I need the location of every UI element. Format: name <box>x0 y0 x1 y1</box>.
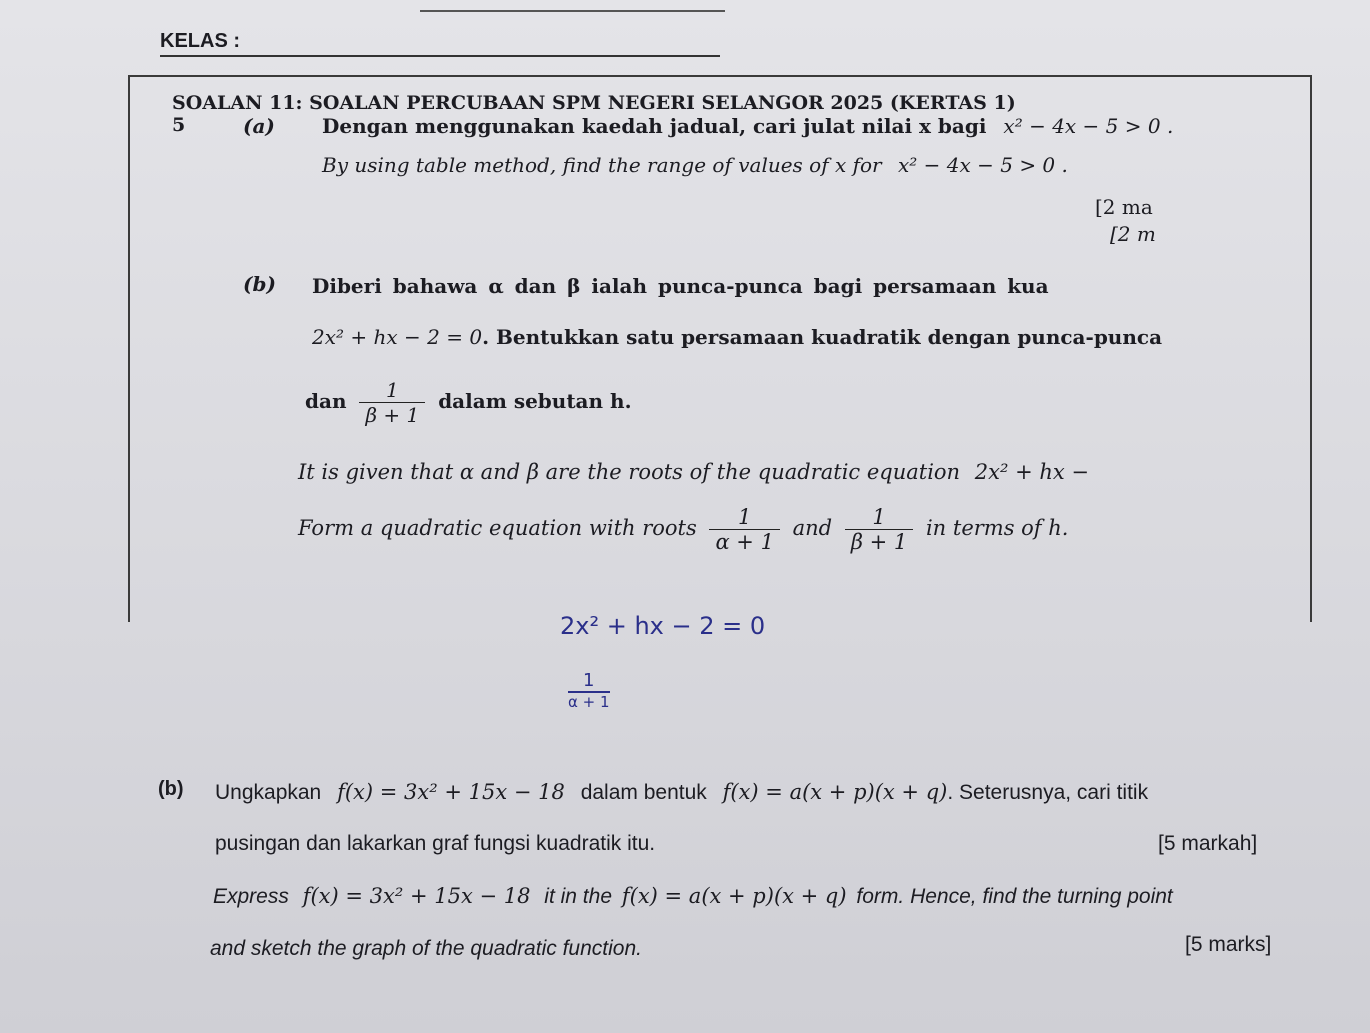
part-a-marks-english: [2 m <box>1110 222 1156 246</box>
fraction-denominator: β + 1 <box>365 403 420 427</box>
part-a-malay <box>322 114 1173 138</box>
part-b-malay-line1: Diberi bahawa α dan β ialah punca-punca bagi persamaan kua <box>312 274 1049 298</box>
part-a-english-expr: x² − 4x − 5 > 0 . <box>897 153 1068 177</box>
q2-english-mid: it in the <box>544 885 613 908</box>
part-b-english-line1-expr: 2x² + hx − <box>974 460 1089 484</box>
fraction-numerator: 1 <box>845 505 913 530</box>
fraction-numerator: 1 <box>359 378 425 403</box>
part-b-english-line2-pre: Form a quadratic equation with roots <box>298 516 697 540</box>
q2-malay-post: . Seterusnya, cari titik <box>947 781 1149 804</box>
handwritten-equation: 2x² + hx − 2 = 0 <box>560 612 766 640</box>
part-b-malay-line3-post: dalam sebutan h. <box>438 389 632 413</box>
part-b-malay-line3 <box>305 378 632 427</box>
q2-english-pre: Express <box>213 885 289 908</box>
handwritten-fraction-denominator: α + 1 <box>568 693 610 711</box>
question-number: 5 <box>172 114 186 136</box>
part-a-malay-expr: x² − 4x − 5 > 0 . <box>1003 114 1174 138</box>
fraction-alpha <box>709 505 780 554</box>
fraction-denominator: α + 1 <box>715 530 774 554</box>
fraction-beta <box>359 378 425 427</box>
q2-malay-line1 <box>215 780 1148 805</box>
fraction-numerator: 1 <box>709 505 780 530</box>
q2-malay-mid: dalam bentuk <box>580 781 707 804</box>
q2-english-line1 <box>213 884 1173 909</box>
part-a-malay-text: Dengan menggunakan kaedah jadual, cari julat nilai x bagi <box>322 114 987 138</box>
part-b-malay-line2 <box>312 325 1162 349</box>
q2-english-function: f(x) = 3x² + 15x − 18 <box>302 884 531 908</box>
q2-malay-line2: pusingan dan lakarkan graf fungsi kuadratik itu. <box>215 832 656 855</box>
kelas-underline <box>160 55 720 57</box>
part-b-english-and: and <box>792 516 833 540</box>
part-b-english-line1-text: It is given that α and β are the roots of the quadratic equation <box>298 460 961 484</box>
fraction-beta-english <box>845 505 913 554</box>
part-b-english-line2 <box>298 505 1068 554</box>
q2-function: f(x) = 3x² + 15x − 18 <box>337 780 565 804</box>
q2-malay-marks: [5 markah] <box>1158 832 1258 855</box>
part-a-marks-malay: [2 ma <box>1095 195 1153 219</box>
fraction-denominator: β + 1 <box>850 530 908 554</box>
part-b-dan: dan <box>305 389 347 413</box>
quadratic-equation: 2x² + hx − 2 = 0 <box>312 325 483 349</box>
part-a-label: (a) <box>243 114 275 138</box>
kelas-label: KELAS : <box>160 30 240 52</box>
part-b-malay-line2-text: . Bentukkan satu persamaan kuadratik dengan punca-punca <box>482 325 1163 349</box>
top-rule <box>420 10 725 12</box>
q2-english-line2: and sketch the graph of the quadratic function. <box>210 937 642 960</box>
q2-form: f(x) = a(x + p)(x + q) <box>722 780 948 804</box>
q2-label: (b) <box>158 778 184 800</box>
q2-english-post: form. Hence, find the turning point <box>856 885 1173 908</box>
handwritten-fraction-numerator: 1 <box>568 670 610 693</box>
part-b-english-line2-post: in terms of h. <box>925 516 1069 540</box>
part-b-english-line1 <box>298 460 1089 484</box>
q2-malay-pre: Ungkapkan <box>215 781 322 804</box>
part-a-english <box>322 153 1068 177</box>
part-b-label: (b) <box>243 272 276 296</box>
question-title: SOALAN 11: SOALAN PERCUBAAN SPM NEGERI SELANGOR 2025 (KERTAS 1) <box>172 92 1016 114</box>
q2-english-marks: [5 marks] <box>1185 933 1272 956</box>
part-a-english-text: By using table method, find the range of values of x for <box>322 153 882 177</box>
q2-english-form: f(x) = a(x + p)(x + q) <box>621 884 847 908</box>
handwritten-fraction <box>568 670 610 711</box>
